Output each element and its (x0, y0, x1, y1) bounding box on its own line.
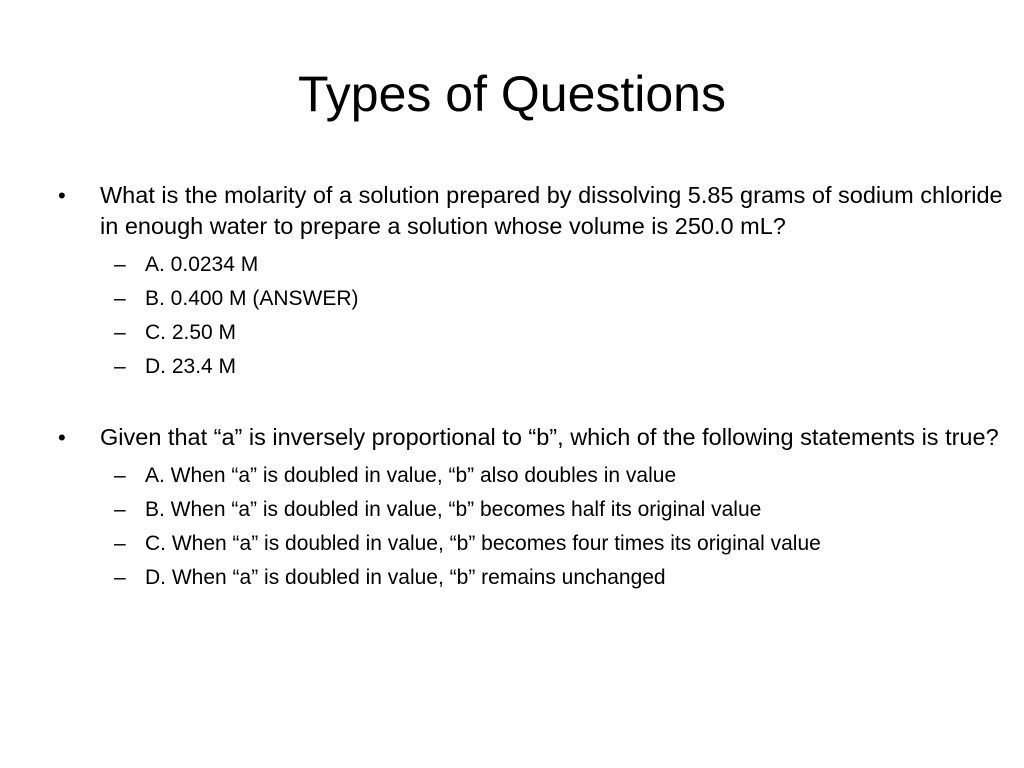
answer-text: C. When “a” is doubled in value, “b” becomes four times its original value (145, 532, 821, 555)
bullet-icon: • (58, 425, 66, 450)
answer-option (56, 527, 1016, 561)
answer-text: C. 2.50 M (145, 321, 237, 344)
question-2-row (56, 422, 1016, 453)
question-1 (56, 180, 1016, 384)
question-2-answers (56, 459, 1016, 595)
slide-body (56, 180, 1016, 595)
question-1-row (56, 180, 1016, 242)
question-2 (56, 422, 1016, 595)
dash-icon: – (114, 532, 126, 555)
slide-title: Types of Questions (297, 66, 726, 122)
answer-text: B. 0.400 M (ANSWER) (145, 287, 359, 310)
answer-option (56, 493, 1016, 527)
answer-option (56, 316, 1016, 350)
question-1-text: What is the molarity of a solution prepared by dissolving 5.85 grams of sodium chloride in enough water to prepare a solution whose volume is 250.0 mL? (100, 182, 1003, 239)
question-2-text: Given that “a” is inversely proportional to “b”, which of the following statements is true? (100, 424, 999, 450)
answer-option (56, 459, 1016, 493)
dash-icon: – (114, 253, 126, 276)
answer-option (56, 561, 1016, 595)
answer-option (56, 350, 1016, 384)
question-1-answers (56, 248, 1016, 384)
dash-icon: – (114, 287, 126, 310)
dash-icon: – (114, 566, 126, 589)
dash-icon: – (114, 464, 126, 487)
dash-icon: – (114, 321, 126, 344)
answer-option (56, 282, 1016, 316)
answer-text: A. 0.0234 M (145, 253, 259, 276)
dash-icon: – (114, 498, 126, 521)
answer-option (56, 248, 1016, 282)
answer-text: A. When “a” is doubled in value, “b” also doubles in value (145, 464, 677, 487)
dash-icon: – (114, 355, 126, 378)
answer-text: B. When “a” is doubled in value, “b” becomes half its original value (145, 498, 762, 521)
bullet-icon: • (58, 183, 66, 208)
answer-text: D. When “a” is doubled in value, “b” remains unchanged (145, 566, 666, 589)
answer-text: D. 23.4 M (145, 355, 237, 378)
